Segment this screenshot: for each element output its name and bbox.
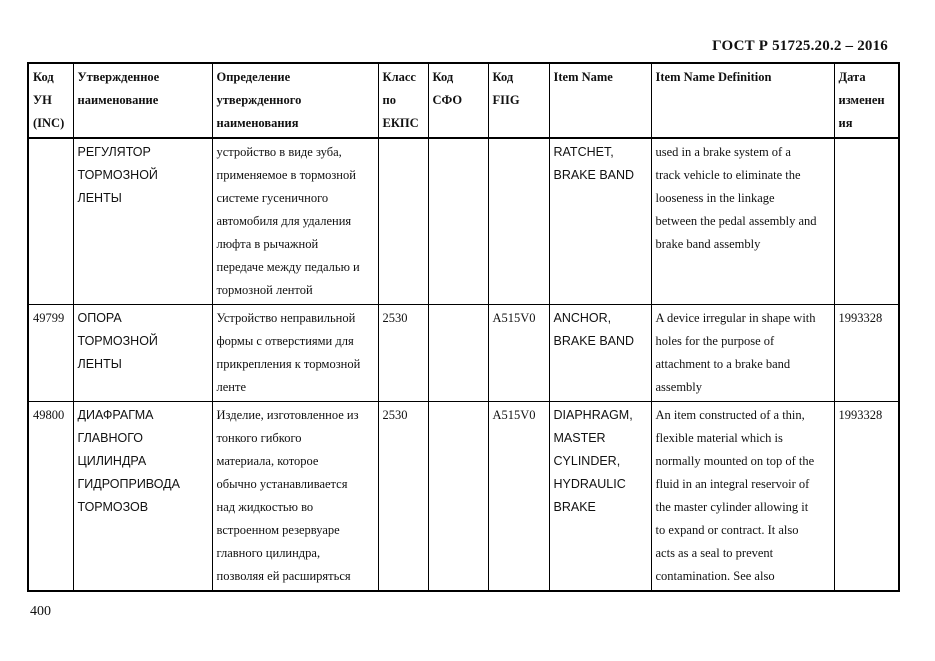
header-name-definition: Определение утвержденного наименования <box>212 63 378 138</box>
cell-fiig <box>488 138 549 305</box>
header-sfo-code: Код СФО <box>428 63 488 138</box>
cell-inc: 49799 <box>28 305 73 402</box>
page-number: 400 <box>30 604 51 619</box>
cell-inc <box>28 138 73 305</box>
header-inc-code: Код УН (INC) <box>28 63 73 138</box>
cell-change-date <box>834 138 899 305</box>
cell-ekps-class: 2530 <box>378 402 428 592</box>
cell-fiig: A515V0 <box>488 402 549 592</box>
cell-approved-name: ДИАФРАГМА ГЛАВНОГО ЦИЛИНДРА ГИДРОПРИВОДА ТОРМОЗОВ <box>73 402 212 592</box>
header-fiig-code: Код FIIG <box>488 63 549 138</box>
cell-sfo <box>428 138 488 305</box>
cell-ekps-class: 2530 <box>378 305 428 402</box>
header-item-name-definition: Item Name Definition <box>651 63 834 138</box>
cell-definition: Изделие, изготовленное из тонкого гибкого материала, которое обычно устанавливается над жидкостью во встроенном резервуаре главного цилиндра, позволяя ей расширяться <box>212 402 378 592</box>
header-ekps-class: Класс по ЕКПС <box>378 63 428 138</box>
cell-item-name: ANCHOR, BRAKE BAND <box>549 305 651 402</box>
cell-item-name: DIAPHRAGM, MASTER CYLINDER, HYDRAULIC BRAKE <box>549 402 651 592</box>
cell-inc: 49800 <box>28 402 73 592</box>
cell-ekps-class <box>378 138 428 305</box>
table-row <box>28 305 899 402</box>
table-row <box>28 138 899 305</box>
cell-sfo <box>428 402 488 592</box>
table-row <box>28 402 899 592</box>
document-standard-title: ГОСТ Р 51725.20.2 – 2016 <box>712 38 888 54</box>
nomenclature-table <box>27 62 900 592</box>
cell-approved-name: РЕГУЛЯТОР ТОРМОЗНОЙ ЛЕНТЫ <box>73 138 212 305</box>
header-approved-name: Утвержденное наименование <box>73 63 212 138</box>
cell-definition: Устройство неправильной формы с отверстиями для прикрепления к тормозной ленте <box>212 305 378 402</box>
cell-item-name: RATCHET, BRAKE BAND <box>549 138 651 305</box>
cell-definition: устройство в виде зуба, применяемое в тормозной системе гусеничного автомобиля для удаления люфта в рычажной передаче между педалью и тормозной лентой <box>212 138 378 305</box>
cell-item-definition: used in a brake system of a track vehicle to eliminate the looseness in the linkage between the pedal assembly and brake band assembly <box>651 138 834 305</box>
header-change-date: Дата изменен ия <box>834 63 899 138</box>
cell-change-date: 1993328 <box>834 305 899 402</box>
cell-change-date: 1993328 <box>834 402 899 592</box>
cell-item-definition: A device irregular in shape with holes for the purpose of attachment to a brake band assembly <box>651 305 834 402</box>
table-header-row <box>28 63 899 138</box>
cell-fiig: A515V0 <box>488 305 549 402</box>
cell-item-definition: An item constructed of a thin, flexible material which is normally mounted on top of the fluid in an integral reservoir of the master cylinder allowing it to expand or contract. It also acts as a seal to prevent contamination. See also <box>651 402 834 592</box>
header-item-name: Item Name <box>549 63 651 138</box>
cell-sfo <box>428 305 488 402</box>
cell-approved-name: ОПОРА ТОРМОЗНОЙ ЛЕНТЫ <box>73 305 212 402</box>
